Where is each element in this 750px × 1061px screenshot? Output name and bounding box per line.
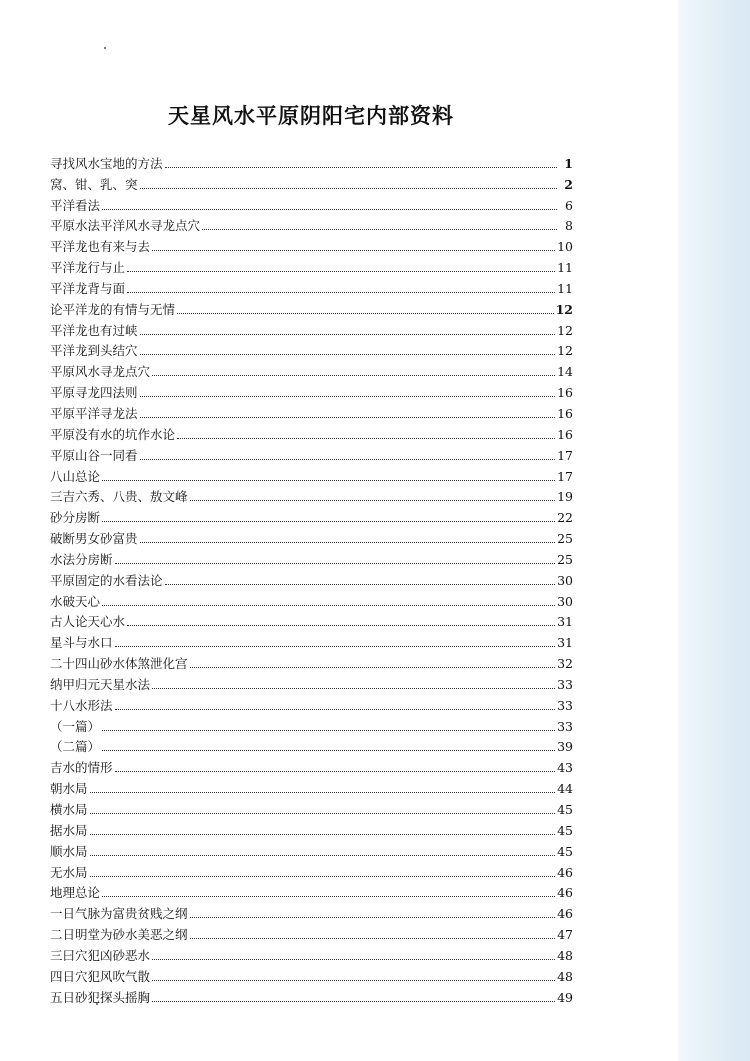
- toc-entry: [50, 859, 573, 880]
- toc-entry-label: 平洋龙到头结穴: [50, 343, 138, 359]
- dot-leader: [115, 646, 556, 647]
- toc-entry-page-number: 46: [557, 885, 573, 901]
- dot-leader: [127, 625, 555, 626]
- toc-entry: [50, 358, 573, 379]
- toc-entry-label: 二日明堂为砂水美恶之纲: [50, 927, 188, 943]
- toc-entry-label: 平原没有水的坑作水论: [50, 426, 176, 442]
- toc-entry: [50, 900, 573, 921]
- toc-entry: [50, 754, 573, 775]
- toc-entry-label: 平原水法平洋风水寻龙点穴: [50, 218, 201, 234]
- toc-entry-page-number: 48: [557, 947, 573, 963]
- toc-entry-page-number: 44: [557, 781, 573, 797]
- toc-entry: [50, 338, 573, 359]
- toc-entry-label: （一篇）: [50, 718, 101, 734]
- toc-entry-page-number: 47: [557, 927, 573, 943]
- toc-entry: [50, 254, 573, 275]
- dot-leader: [202, 229, 557, 230]
- toc-entry-label: 平原固定的水看法论: [50, 572, 163, 588]
- toc-entry-label: 砂分房断: [50, 510, 101, 526]
- toc-entry: [50, 838, 573, 859]
- toc-entry: [50, 880, 573, 901]
- toc-entry-page-number: 31: [557, 635, 573, 651]
- toc-entry-label: 古人论天心水: [50, 614, 126, 630]
- toc-entry: [50, 213, 573, 234]
- toc-entry-label: 朝水局: [50, 781, 88, 797]
- toc-entry-label: 水破天心: [50, 593, 101, 609]
- toc-entry-label: 论平洋龙的有情与无情: [50, 301, 176, 317]
- toc-entry-label: 三曰穴犯凶砂恶水: [50, 947, 151, 963]
- dot-leader: [90, 792, 556, 793]
- toc-entry-page-number: 6: [565, 197, 573, 213]
- toc-entry-page-number: 16: [557, 405, 573, 421]
- toc-entry: [50, 942, 573, 963]
- toc-entry-label: 平原寻龙四法则: [50, 385, 138, 401]
- toc-entry-page-number: 11: [557, 280, 573, 296]
- toc-entry-label: 无水局: [50, 864, 88, 880]
- toc-entry-page-number: 2: [564, 176, 573, 192]
- toc-entry-page-number: 45: [557, 802, 573, 817]
- toc-entry: [50, 171, 573, 192]
- toc-entry-page-number: 49: [557, 989, 573, 1005]
- toc-entry-page-number: 14: [557, 364, 573, 380]
- toc-entry-label: 水法分房断: [50, 551, 113, 567]
- toc-entry-label: 平洋龙行与止: [50, 260, 126, 276]
- dot-leader: [127, 292, 555, 293]
- dot-leader: [102, 521, 555, 522]
- toc-entry-label: （二篇）: [50, 739, 101, 755]
- toc-entry-label: 顺水局: [50, 843, 88, 859]
- toc-entry-page-number: 33: [557, 697, 573, 713]
- toc-entry-page-number: 8: [565, 218, 573, 234]
- dot-leader: [90, 834, 556, 835]
- toc-entry-label: 四日穴犯风吹气散: [50, 968, 151, 984]
- toc-entry-page-number: 12: [555, 301, 573, 317]
- toc-entry-label: 三吉六秀、八贵、敖文峰: [50, 489, 188, 505]
- toc-entry-page-number: 48: [557, 968, 573, 984]
- dot-leader: [140, 396, 556, 397]
- toc-entry-page-number: 45: [557, 843, 573, 859]
- dot-leader: [190, 667, 556, 668]
- toc-entry: [50, 150, 573, 171]
- toc-entry: [50, 775, 573, 796]
- toc-entry: [50, 275, 573, 296]
- toc-entry-label: 平洋龙也有来与去: [50, 239, 151, 255]
- toc-entry: [50, 963, 573, 984]
- toc-entry-label: 据水局: [50, 822, 88, 838]
- dot-leader: [102, 730, 555, 731]
- dot-leader: [102, 605, 555, 606]
- dot-leader: [140, 188, 557, 189]
- toc-entry-label: 五日砂犯探头摇胸: [50, 989, 151, 1005]
- toc-entry-page-number: 17: [557, 468, 573, 484]
- toc-entry-label: 平原风水寻龙点穴: [50, 364, 151, 380]
- toc-entry-page-number: 25: [557, 551, 573, 567]
- toc-entry: [50, 567, 573, 588]
- toc-entry-label: 平原山谷一同看: [50, 447, 138, 463]
- toc-entry-page-number: 33: [557, 718, 573, 734]
- dot-leader: [90, 876, 556, 877]
- toc-entry-label: 平原平洋寻龙法: [50, 405, 138, 421]
- dot-leader: [140, 354, 556, 355]
- toc-entry-page-number: 31: [557, 614, 573, 630]
- toc-entry: [50, 817, 573, 838]
- toc-entry-label: 一日气脉为富贵贫贱之纲: [50, 906, 188, 922]
- dot-leader: [127, 271, 555, 272]
- toc-entry-page-number: 46: [557, 864, 573, 880]
- toc-entry-page-number: 30: [557, 593, 573, 609]
- toc-entry-label: 星斗与水口: [50, 635, 113, 651]
- dot-leader: [90, 855, 556, 856]
- toc-entry: [50, 650, 573, 671]
- toc-entry-page-number: 17: [557, 447, 573, 463]
- toc-entry-label: 八山总论: [50, 468, 101, 484]
- toc-entry-label: 二十四山砂水体煞泄化宫: [50, 656, 188, 672]
- toc-entry-page-number: 12: [557, 322, 573, 338]
- toc-entry: [50, 442, 573, 463]
- toc-entry: [50, 984, 573, 1005]
- toc-entry: [50, 379, 573, 400]
- scan-edge: [678, 0, 750, 1061]
- toc-entry: [50, 192, 573, 213]
- toc-entry-label: 十八水形法: [50, 697, 113, 713]
- dot-leader: [190, 917, 556, 918]
- toc-entry-label: 平洋看法: [50, 197, 101, 213]
- toc-entry: [50, 484, 573, 505]
- toc-entry-page-number: 16: [557, 426, 573, 442]
- dot-leader: [190, 500, 556, 501]
- dot-leader: [152, 959, 555, 960]
- dot-leader: [102, 480, 555, 481]
- toc-entry: [50, 692, 573, 713]
- dot-leader: [177, 313, 554, 314]
- toc-entry-page-number: 45: [557, 822, 573, 838]
- toc-entry-label: 平洋龙也有过峡: [50, 322, 138, 338]
- toc-entry-label: 吉水的情形: [50, 760, 113, 776]
- toc-entry: [50, 317, 573, 338]
- toc-entry-label: 窝、钳、乳、突: [50, 176, 138, 192]
- toc-entry: [50, 588, 573, 609]
- page-title: 天星风水平原阴阳宅内部资料: [168, 103, 454, 128]
- dot-leader: [140, 542, 556, 543]
- toc-entry-page-number: 12: [557, 343, 573, 359]
- dot-leader: [177, 438, 555, 439]
- toc-entry: [50, 421, 573, 442]
- toc-entry: [50, 525, 573, 546]
- dot-leader: [152, 688, 555, 689]
- toc-entry-label: 破断男女砂富贵: [50, 531, 138, 547]
- dot-leader: [165, 167, 557, 168]
- dot-leader: [140, 334, 556, 335]
- dot-leader: [90, 813, 556, 814]
- toc-entry: [50, 796, 573, 817]
- dot-leader: [165, 584, 556, 585]
- toc-entry: [50, 921, 573, 942]
- dot-leader: [102, 209, 557, 210]
- dot-leader: [115, 563, 556, 564]
- toc-entry-page-number: 32: [557, 656, 573, 672]
- toc-entry-page-number: 25: [557, 531, 573, 547]
- toc-entry: [50, 463, 573, 484]
- toc-entry-page-number: 43: [557, 760, 573, 776]
- toc-entry-page-number: 30: [557, 572, 573, 588]
- toc-entry: [50, 629, 573, 650]
- dot-leader: [115, 709, 556, 710]
- toc-entry: [50, 546, 573, 567]
- dot-leader: [115, 771, 556, 772]
- dot-leader: [152, 250, 555, 251]
- scan-speck: [104, 47, 106, 49]
- dot-leader: [152, 375, 555, 376]
- toc-entry-page-number: 11: [557, 260, 573, 276]
- toc-entry: [50, 713, 573, 734]
- dot-leader: [102, 750, 555, 751]
- toc-entry-label: 平洋龙背与面: [50, 280, 126, 296]
- dot-leader: [152, 980, 555, 981]
- toc-entry-page-number: 22: [557, 510, 573, 526]
- toc-entry: [50, 609, 573, 630]
- toc-entry: [50, 233, 573, 254]
- toc-entry-label: 地理总论: [50, 885, 101, 901]
- toc-entry-label: 寻找风水宝地的方法: [50, 155, 163, 171]
- toc-entry-page-number: 1: [564, 155, 573, 171]
- toc-entry: [50, 504, 573, 525]
- toc-entry-label: 纳甲归元天星水法: [50, 676, 151, 692]
- toc-entry: [50, 296, 573, 317]
- toc-entry: [50, 400, 573, 421]
- toc-entry-page-number: 39: [557, 739, 573, 755]
- toc-entry: [50, 734, 573, 755]
- toc-entry: [50, 671, 573, 692]
- table-of-contents: [50, 150, 573, 1005]
- toc-entry-label: 横水局: [50, 802, 88, 817]
- dot-leader: [190, 938, 556, 939]
- toc-entry-page-number: 19: [557, 489, 573, 505]
- dot-leader: [102, 896, 555, 897]
- toc-entry-page-number: 46: [557, 906, 573, 922]
- toc-entry-page-number: 10: [557, 239, 573, 255]
- dot-leader: [152, 1001, 555, 1002]
- toc-entry-page-number: 33: [557, 676, 573, 692]
- toc-entry-page-number: 16: [557, 385, 573, 401]
- dot-leader: [140, 417, 556, 418]
- dot-leader: [140, 459, 556, 460]
